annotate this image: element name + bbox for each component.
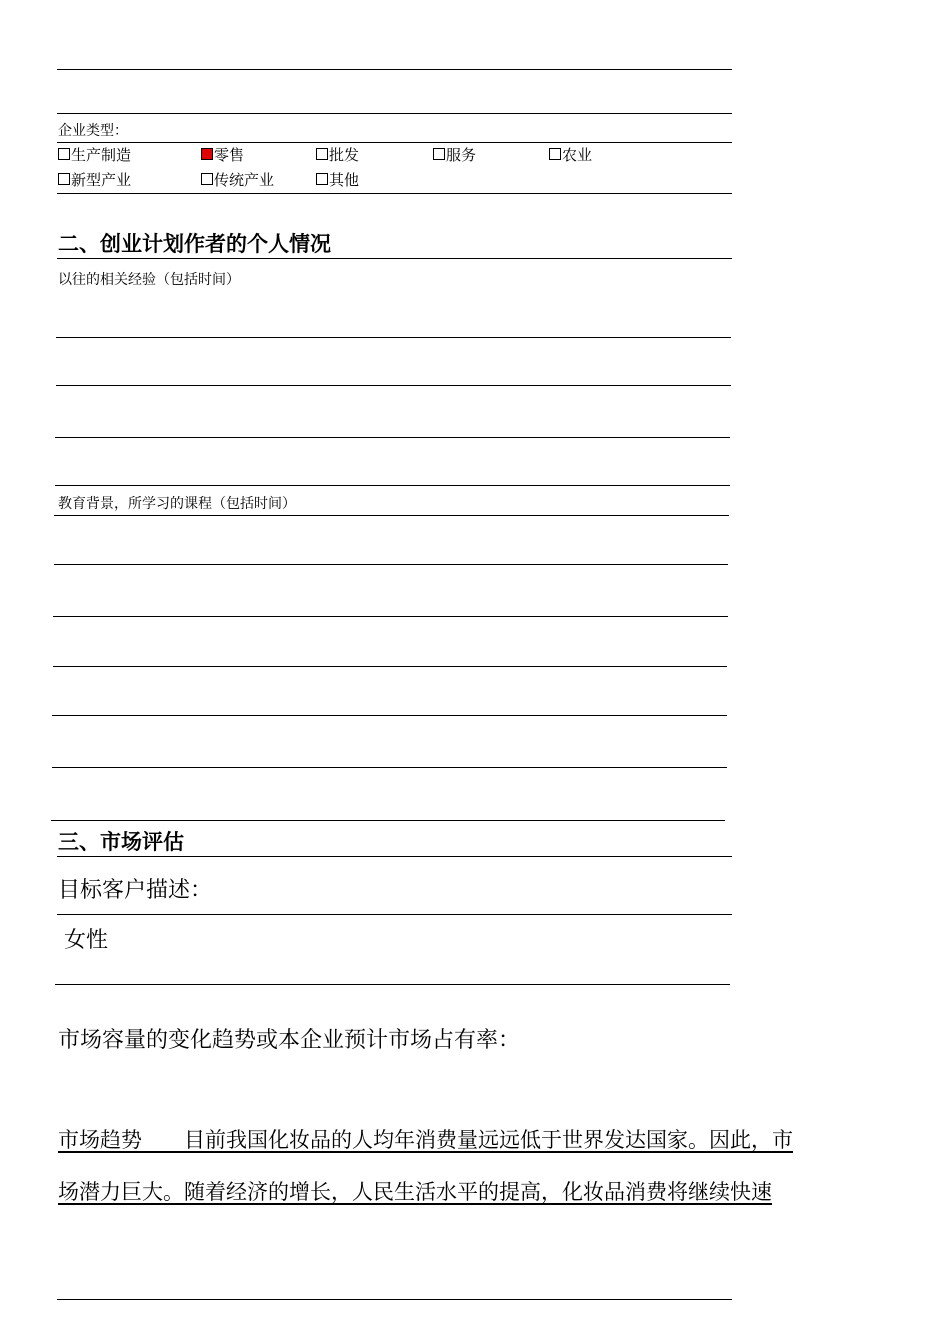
experience-label: 以往的相关经验（包括时间） bbox=[58, 272, 240, 288]
section-3-title: 三、市场评估 bbox=[58, 830, 184, 854]
checkbox-traditional-industry[interactable] bbox=[201, 171, 274, 189]
form-line bbox=[51, 820, 725, 821]
checkbox-new-industry[interactable] bbox=[58, 171, 131, 189]
checkbox-agriculture[interactable] bbox=[549, 146, 592, 164]
form-line bbox=[56, 337, 731, 338]
form-line bbox=[57, 914, 732, 915]
checkbox-label: 新型产业 bbox=[71, 171, 132, 189]
checkbox-label: 零售 bbox=[214, 146, 245, 164]
enterprise-type-label: 企业类型： bbox=[58, 123, 128, 139]
checkbox-service[interactable] bbox=[433, 146, 476, 164]
form-line bbox=[52, 715, 727, 716]
form-line bbox=[53, 616, 728, 617]
form-line bbox=[55, 437, 730, 438]
checkbox-wholesale[interactable] bbox=[316, 146, 359, 164]
form-line bbox=[55, 984, 730, 985]
form-line bbox=[57, 258, 732, 259]
form-line bbox=[53, 666, 727, 667]
form-line bbox=[57, 142, 732, 143]
education-label: 教育背景，所学习的课程（包括时间） bbox=[58, 496, 296, 512]
checkbox-label: 农业 bbox=[562, 146, 593, 164]
checkbox-manufacturing[interactable] bbox=[58, 146, 131, 164]
checkbox-box[interactable] bbox=[316, 173, 328, 185]
checkbox-retail[interactable] bbox=[201, 146, 244, 164]
checkbox-label: 生产制造 bbox=[71, 146, 132, 164]
checkbox-box[interactable] bbox=[433, 148, 445, 160]
checkbox-label: 批发 bbox=[329, 146, 360, 164]
checkbox-label: 服务 bbox=[446, 146, 477, 164]
form-line bbox=[54, 564, 728, 565]
form-line bbox=[54, 515, 729, 516]
form-line bbox=[52, 767, 727, 768]
form-line bbox=[55, 485, 730, 486]
checkbox-box[interactable] bbox=[201, 173, 213, 185]
target-customer-value: 女性 bbox=[64, 928, 109, 953]
checkbox-other[interactable] bbox=[316, 171, 359, 189]
form-line bbox=[57, 193, 732, 194]
form-line bbox=[57, 1299, 732, 1300]
form-line bbox=[57, 113, 732, 114]
checkbox-label: 其他 bbox=[329, 171, 360, 189]
checkbox-label: 传统产业 bbox=[214, 171, 275, 189]
checkbox-box[interactable] bbox=[316, 148, 328, 160]
form-line bbox=[57, 856, 732, 857]
checkbox-box[interactable] bbox=[58, 148, 70, 160]
market-capacity-label: 市场容量的变化趋势或本企业预计市场占有率： bbox=[58, 1028, 521, 1053]
target-customer-label: 目标客户描述： bbox=[58, 878, 213, 903]
form-line bbox=[57, 69, 732, 70]
checkbox-box[interactable] bbox=[58, 173, 70, 185]
section-2-title: 二、创业计划作者的个人情况 bbox=[58, 232, 331, 256]
checkbox-box-checked[interactable] bbox=[201, 148, 213, 160]
checkbox-box[interactable] bbox=[549, 148, 561, 160]
market-trend-line: 场潜力巨大。随着经济的增长，人民生活水平的提高，化妆品消费将继续快速 bbox=[58, 1180, 772, 1204]
form-line bbox=[56, 385, 731, 386]
market-trend-line: 市场趋势 目前我国化妆品的人均年消费量远远低于世界发达国家。因此，市 bbox=[58, 1128, 793, 1152]
